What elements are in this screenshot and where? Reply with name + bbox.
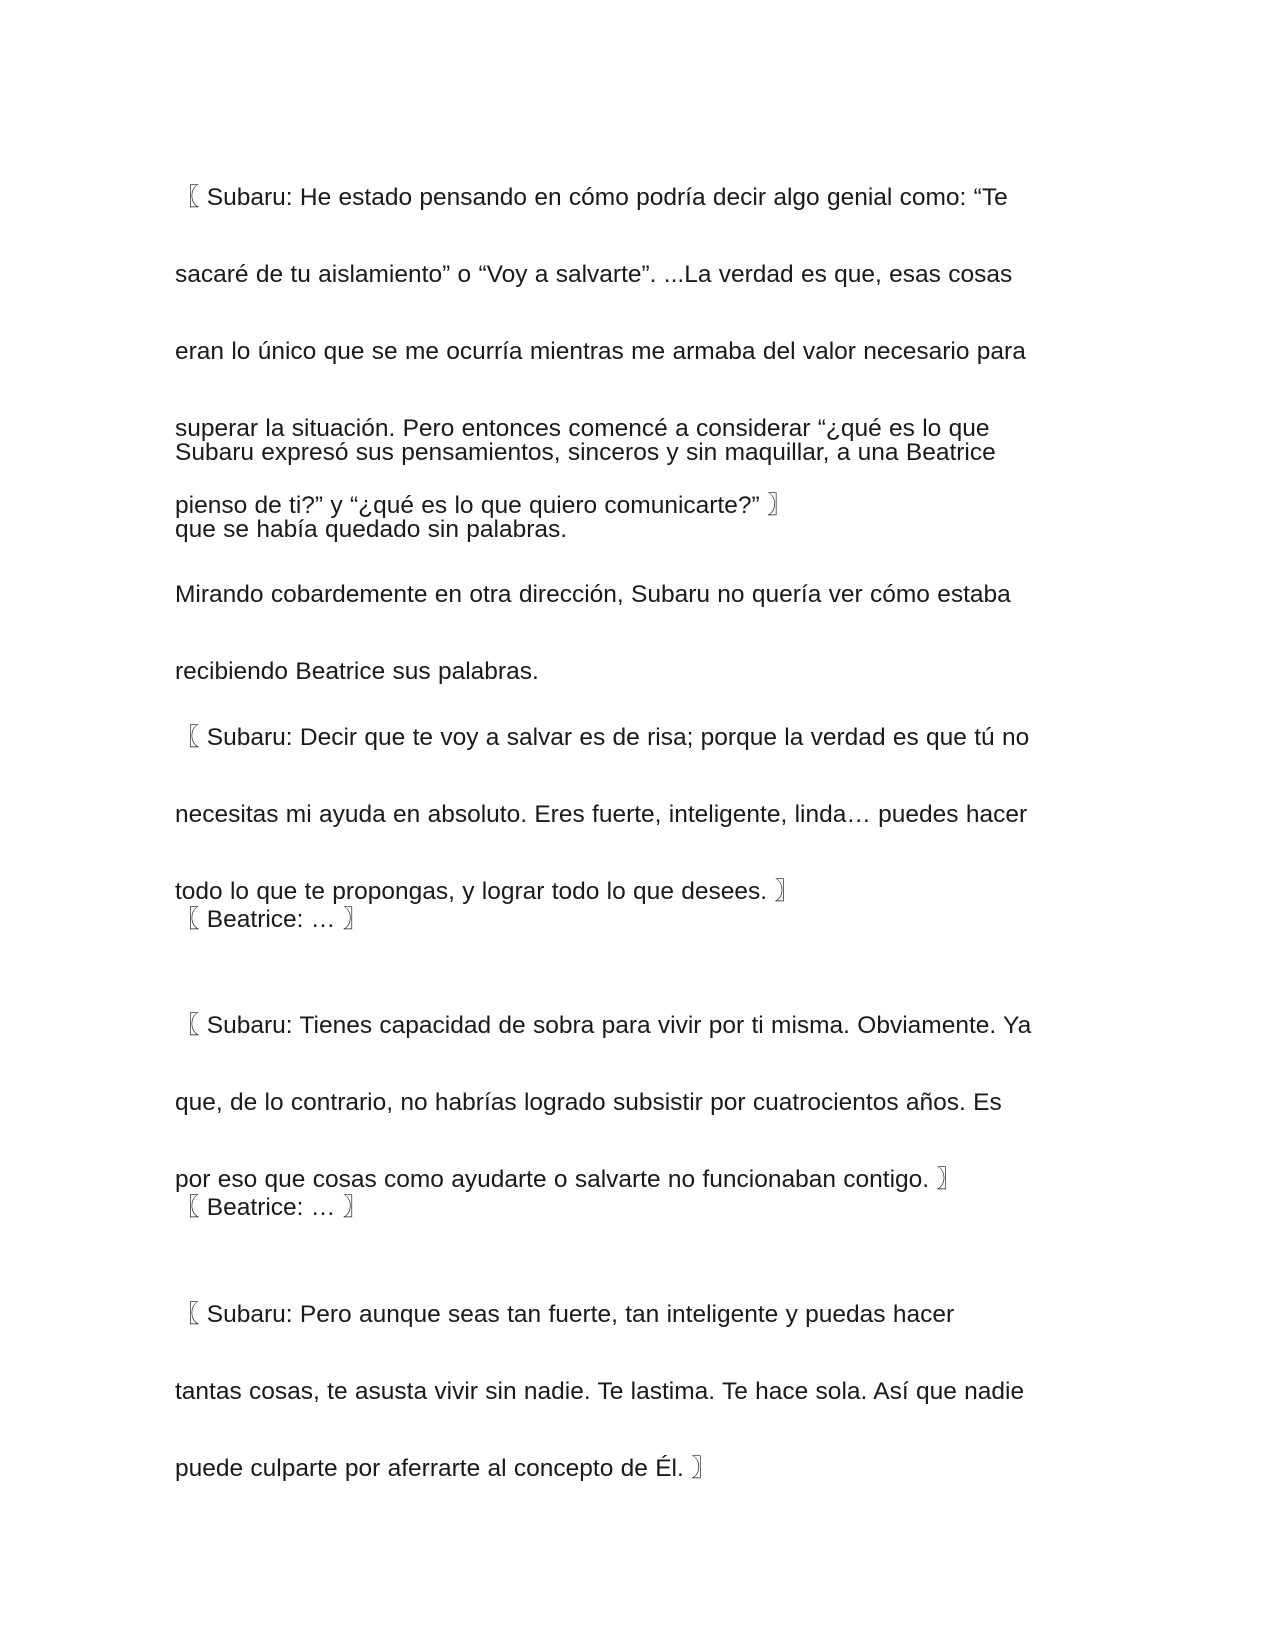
paragraph-subaru-dialogue-4 <box>175 1257 1095 1527</box>
text-line: pienso de ti?” y “¿qué es lo que quiero comunicarte?” 〗 <box>175 491 792 519</box>
text-line: que, de lo contrario, no habrías logrado subsistir por cuatrocientos años. Es <box>175 1088 1002 1116</box>
text-line: puede culparte por aferrarte al concepto de Él. 〗 <box>175 1454 716 1482</box>
text-line: Subaru expresó sus pensamientos, sinceros y sin maquillar, a una Beatrice <box>175 438 996 466</box>
text-line: 〖 Subaru: Decir que te voy a salvar es de risa; porque la verdad es que tú no <box>175 723 1030 751</box>
text-line: tantas cosas, te asusta vivir sin nadie. Te lastima. Te hace sola. Así que nadie <box>175 1377 1025 1405</box>
text-line: todo lo que te propongas, y lograr todo lo que desees. 〗 <box>175 877 799 905</box>
text-line: eran lo único que se me ocurría mientras me armaba del valor necesario para <box>175 337 1026 365</box>
paragraph-beatrice-dialogue-2 <box>175 1150 1095 1266</box>
text-line: 〖 Subaru: Tienes capacidad de sobra para vivir por ti misma. Obviamente. Ya <box>175 1011 1032 1039</box>
text-line: 〖 Subaru: Pero aunque seas tan fuerte, tan inteligente y puedas hacer <box>175 1300 955 1328</box>
text-line: que se había quedado sin palabras. <box>175 515 568 543</box>
text-line: 〖 Beatrice: … 〗 <box>175 1193 368 1221</box>
text-line: sacaré de tu aislamiento” o “Voy a salvarte”. ...La verdad es que, esas cosas <box>175 260 1013 288</box>
paragraph-beatrice-dialogue-1 <box>175 862 1095 978</box>
text-line: 〖 Subaru: He estado pensando en cómo podría decir algo genial como: “Te <box>175 183 1008 211</box>
text-line: superar la situación. Pero entonces comencé a considerar “¿qué es lo que <box>175 414 990 442</box>
text-line: por eso que cosas como ayudarte o salvarte no funcionaban contigo. 〗 <box>175 1165 961 1193</box>
text-line: necesitas mi ayuda en absoluto. Eres fuerte, inteligente, linda… puedes hacer <box>175 800 1028 828</box>
text-line: Mirando cobardemente en otra dirección, Subaru no quería ver cómo estaba <box>175 580 1011 608</box>
text-line: recibiendo Beatrice sus palabras. <box>175 657 539 685</box>
text-line: 〖 Beatrice: … 〗 <box>175 905 368 933</box>
